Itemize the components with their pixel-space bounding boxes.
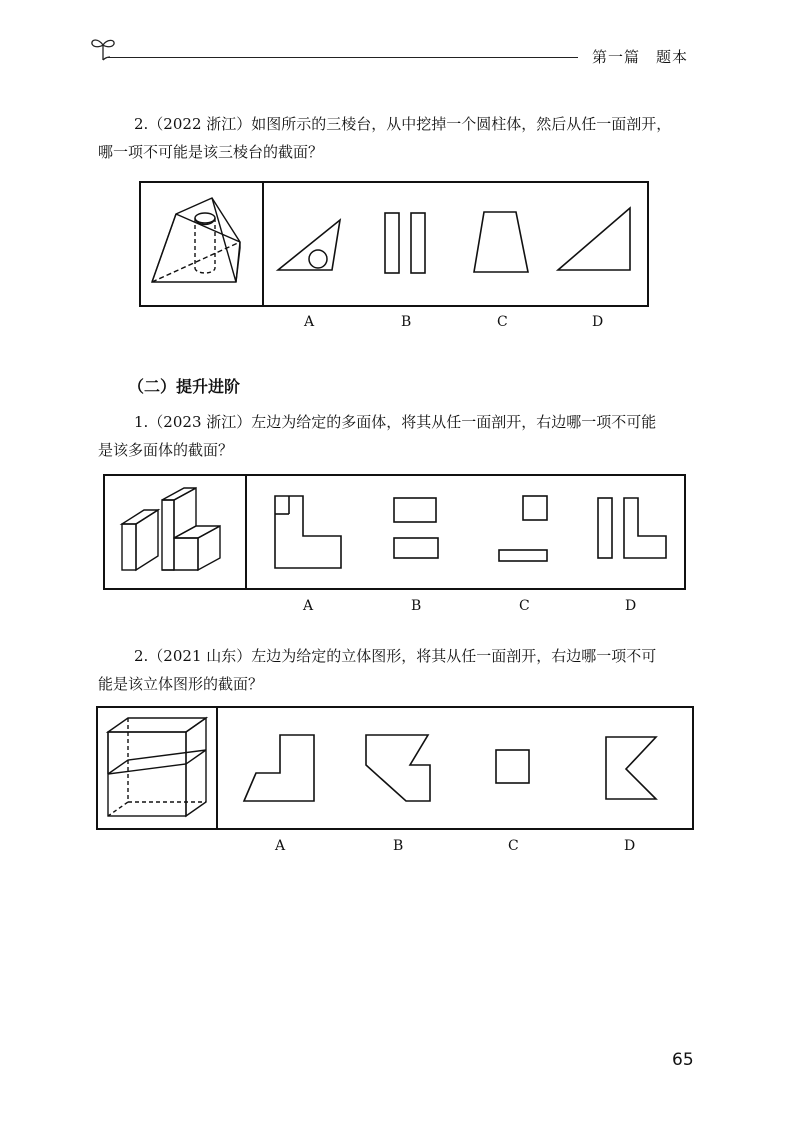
q1-option-b-label: B (401, 314, 412, 330)
q1-option-c-shape (472, 210, 530, 274)
header-title: 第一篇 题本 (592, 48, 689, 66)
q3-option-c-shape (494, 748, 532, 786)
question-1-line-2: 哪一项不可能是该三棱台的截面？ (98, 143, 324, 161)
q2-option-d-label: D (625, 598, 637, 614)
q1-option-d-shape (556, 206, 632, 272)
question-3-text (98, 642, 698, 698)
q3-option-c-label: C (508, 838, 519, 854)
page-number: 65 (672, 1050, 694, 1070)
question-1-figure-divider (262, 181, 264, 307)
q3-option-d-shape (604, 735, 658, 801)
q2-option-c-label: C (519, 598, 530, 614)
polyhedron-solid-figure (118, 486, 236, 578)
q1-option-d-label: D (592, 314, 604, 330)
q3-option-a-shape (242, 733, 320, 803)
question-1-line-1: 2.（2022 浙江）如图所示的三棱台，从中挖掉一个圆柱体，然后从任一面剖开， (134, 115, 672, 133)
q3-option-b-shape (364, 733, 434, 803)
q1-option-a-shape (276, 212, 342, 272)
q1-option-b-shape (384, 212, 428, 274)
header-rule (108, 57, 578, 58)
q2-option-a-label: A (303, 598, 314, 614)
question-2-line-1: 1.（2023 浙江）左边为给定的多面体，将其从任一面剖开，右边哪一项不可能 (134, 413, 657, 431)
q1-option-c-label: C (497, 314, 508, 330)
q3-option-a-label: A (275, 838, 286, 854)
question-3-line-1: 2.（2021 山东）左边为给定的立体图形，将其从任一面剖开，右边哪一项不可 (134, 647, 657, 665)
q2-option-b-label: B (411, 598, 422, 614)
cut-cube-solid-figure (104, 714, 210, 820)
question-3-figure-divider (216, 706, 218, 830)
q2-option-b-shape (392, 496, 440, 562)
question-2-text (98, 408, 698, 464)
q1-option-a-label: A (304, 314, 315, 330)
q3-option-b-label: B (393, 838, 404, 854)
q2-option-a-shape (273, 494, 343, 570)
section-title: （二）提升进阶 (128, 377, 241, 396)
frustum-solid-figure (148, 190, 256, 295)
question-1-text (98, 110, 698, 166)
question-2-line-2: 是该多面体的截面？ (98, 441, 234, 459)
q3-option-d-label: D (624, 838, 636, 854)
q2-option-d-shape (596, 494, 668, 560)
question-3-line-2: 能是该立体图形的截面？ (98, 675, 264, 693)
question-2-figure-divider (245, 474, 247, 590)
q2-option-c-shape (497, 494, 551, 564)
